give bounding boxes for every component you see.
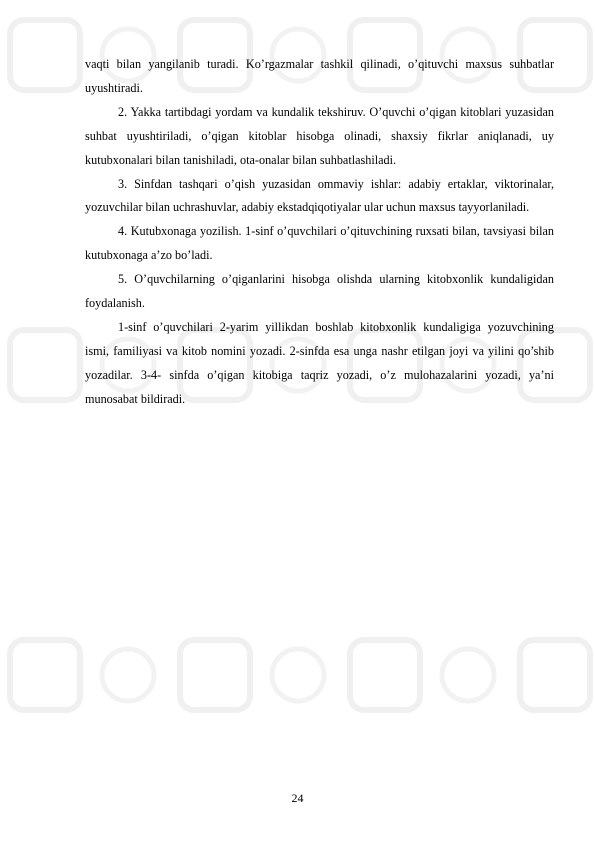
paragraph-item-4: 4. Kutubxonaga yozilish. 1-sinf o’quvchilari o’qituvchining ruxsati bilan, tavsiyasi bilan kutubxonaga a’zo bo’ladi. [85, 224, 554, 263]
paragraph-item-5: 5. O’quvchilarning o’qiganlarini hisobga olishda ularning kitobxonlik kundaligidan foydalanish. [85, 272, 554, 311]
paragraph-item-3: 3. Sinfdan tashqari o’qish yuzasidan ommaviy ishlar: adabiy ertaklar, viktorinalar, yozuvchilar bilan uchrashuvlar, adabiy ekstadqiqotiyalar ular uchun maxsus tayyorlaniladi. [85, 176, 554, 215]
paragraph-continuation: vaqti bilan yangilanib turadi. Ko’rgazmalar tashkil qilinadi, o’qituvchi maxsus suhbatlar uyushtiradi. [85, 57, 554, 95]
page-number: 24 [291, 791, 304, 805]
paragraph-reading-diary: 1-sinf o’quvchilari 2-yarim yillikdan boshlab kitobxonlik kundaligiga yozuvchining ismi, familiyasi va kitob nomini yozadi. 2-sinfda esa unga nashr etilgan joyi va yilini qo’shib yozadilar. 3-4- sinfda o’qigan kitobiga taqriz yozadi, o’z mulohazalarini yozadi, ya’ni munosabat bildiradi. [85, 319, 554, 406]
paragraph-item-2: 2. Yakka tartibdagi yordam va kundalik tekshiruv. O’quvchi o’qigan kitoblari yuzasidan suhbat uyushtiriladi, o’qigan kitoblar hisobga olinadi, shaxsiy fikrlar aniqlanadi, uy kutubxonalari bilan tanishiladi, ota-onalar bilan suhbatlashiladi. [85, 104, 554, 167]
document-body [85, 53, 554, 412]
